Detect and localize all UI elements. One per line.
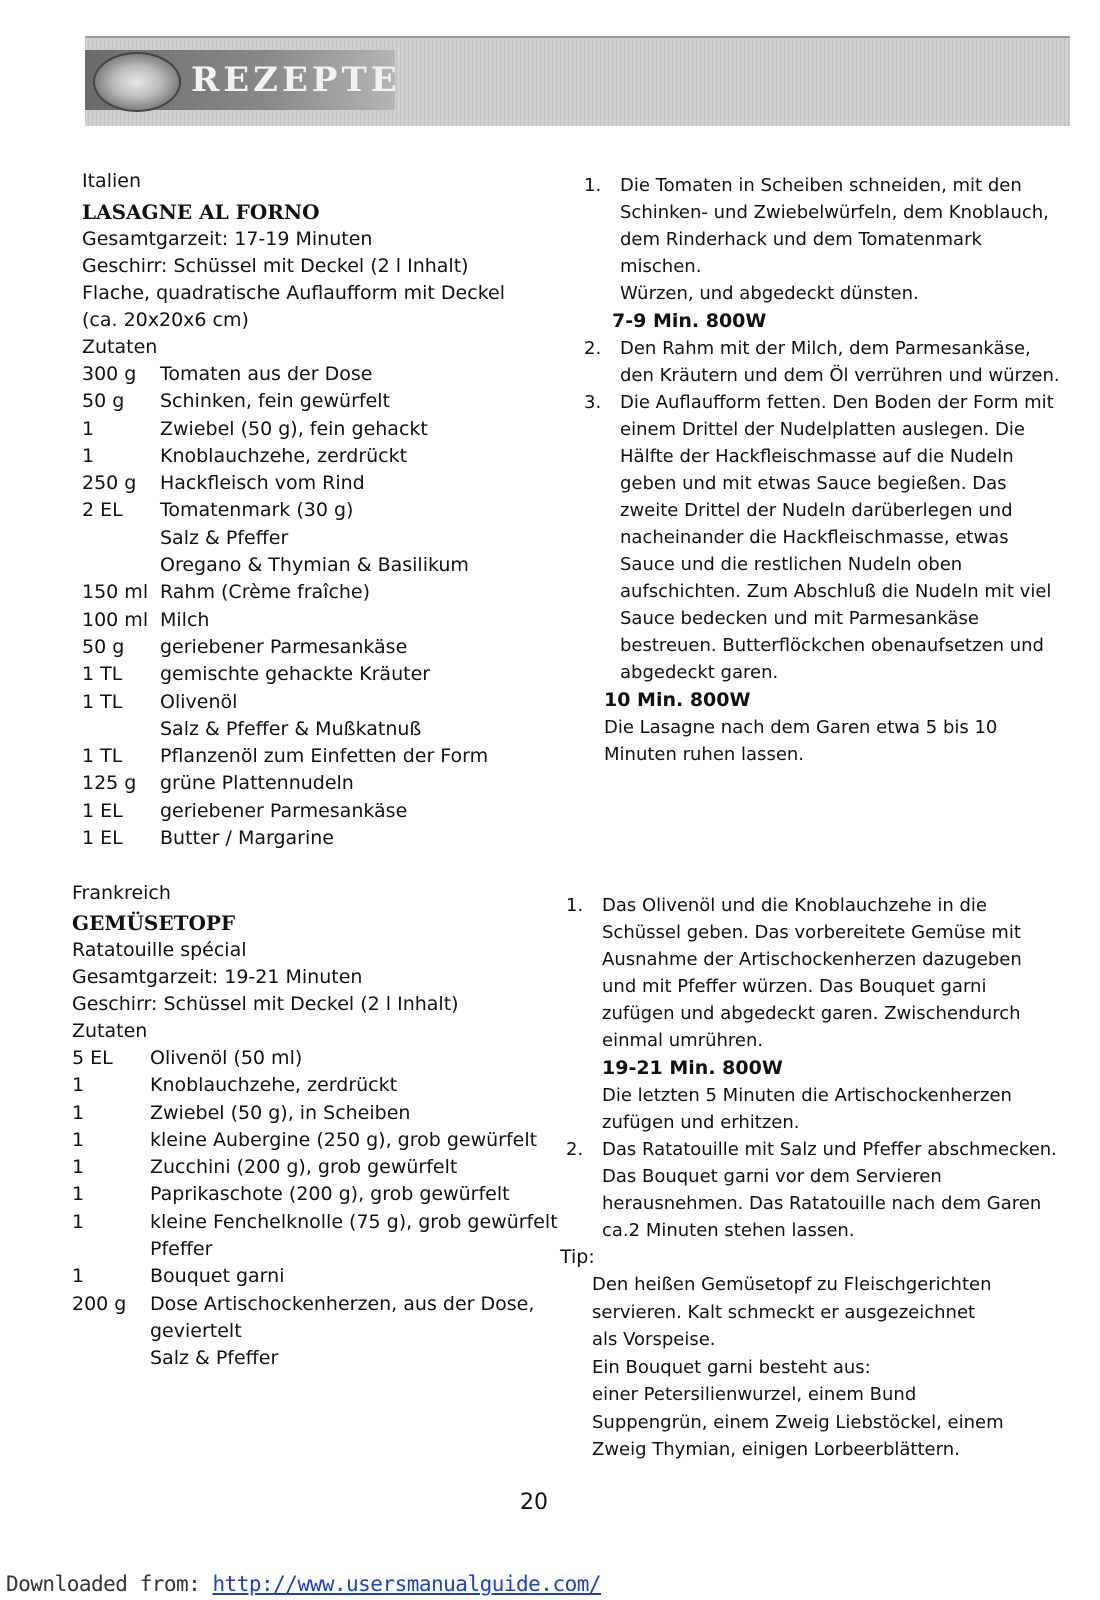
recipe-meta-line: Zutaten [82,336,158,358]
recipe-meta-line: Geschirr: Schüssel mit Deckel (2 l Inhalt) [82,255,469,277]
ingredient-name: Pflanzenöl zum Einfetten der Form [160,745,489,768]
ingredient-name: kleine Fenchelknolle (75 g), grob gewürfelt [150,1210,558,1233]
ingredient-row [82,388,552,415]
ingredient-quantity: 1 [72,1156,85,1179]
ingredient-quantity: 1 [82,444,95,467]
ingredient-name: geriebener Parmesankäse [160,635,408,658]
step-item [584,172,1064,307]
ingredient-quantity: 1 [72,1183,85,1206]
step-text: Das Olivenöl und die Knoblauchzehe in die Schüssel geben. Das vorbereitete Gemüse mit Ausnahme der Artischockenherzen dazugeben und mit Pfeffer würzen. Das Bouquet garni zufügen und abgedeckt garen. Zwischendurch einmal umrühren. [602,895,1022,1051]
step-text: Den Rahm mit der Milch, dem Parmesankäse, den Kräutern und dem Öl verrühren und würzen. [620,338,1060,386]
ingredient-row [72,1291,552,1318]
download-footer [6,1572,601,1596]
ingredient-name: Butter / Margarine [160,827,334,850]
ingredient-quantity: 150 ml [82,581,149,604]
ingredient-name: kleine Aubergine (250 g), grob gewürfelt [150,1128,538,1151]
step-item [584,389,1064,686]
recipe-meta-line: Gesamtgarzeit: 17-19 Minuten [82,228,373,250]
recipe-origin: Frankreich [72,882,171,904]
ingredient-row [72,1318,552,1345]
recipe-meta-line: Ratatouille spécial [72,939,247,961]
ingredient-row [72,1154,552,1181]
ingredient-name: grüne Plattennudeln [160,772,354,795]
ingredient-name: Salz & Pfeffer & Mußkatnuß [160,717,422,740]
ingredient-quantity [82,552,160,579]
page-title: REZEPTE [191,60,401,100]
tip-text: Den heißen Gemüsetopf zu Fleischgerichten servieren. Kalt schmeckt er ausgezeichnet als Vorspeise. Ein Bouquet garni besteht aus: einer Petersilienwurzel, einem Bund Suppengrün, einem Zweig Liebstöckel, einem Zweig Thymian, einigen Lorbeerblättern. [592,1274,1004,1460]
ingredient-quantity: 1 EL [82,799,123,822]
ingredient-quantity: 50 g [82,390,125,413]
ingredient-row [82,716,552,743]
ingredient-quantity [82,716,160,743]
ingredient-quantity: 100 ml [82,608,149,631]
step-number: 1. [584,175,602,196]
ingredient-quantity: 1 TL [82,745,123,768]
ingredient-quantity: 50 g [82,635,125,658]
ingredient-name: Olivenöl [160,690,238,713]
ingredient-quantity: 2 EL [82,499,123,522]
ingredient-quantity [72,1236,150,1263]
ingredient-quantity: 5 EL [72,1047,113,1069]
ingredient-name: Olivenöl (50 ml) [150,1047,303,1069]
ingredient-row [72,1127,552,1154]
ingredient-row [82,607,552,634]
ingredient-list [72,1045,558,1373]
ingredient-name: Schinken, fein gewürfelt [160,390,390,413]
ingredient-row [72,1263,552,1290]
ingredient-quantity: 1 [72,1074,85,1097]
lasagne-ingredients-column [82,168,552,852]
dish-icon [93,52,181,112]
ingredient-name: geriebener Parmesankäse [160,799,408,822]
lasagne-steps-column [584,172,1064,768]
ingredient-row [82,470,552,497]
ingredient-row [82,825,552,852]
recipe-origin: Italien [82,170,141,192]
step-item [584,335,1064,389]
ingredient-quantity: 300 g [82,363,137,385]
ingredient-name: Hackfleisch vom Rind [160,472,365,495]
footer-prefix: Downloaded from: [6,1572,213,1596]
ingredient-list [82,361,552,852]
recipe-title: GEMÜSETOPF [72,911,236,935]
ingredient-name: Knoblauchzehe, zerdrückt [150,1074,398,1097]
recipe-title: LASAGNE AL FORNO [82,200,320,224]
ingredient-row [72,1181,552,1208]
ingredient-row [72,1072,552,1099]
source-link[interactable]: http://www.usersmanualguide.com/ [212,1572,602,1596]
ingredient-name: Pfeffer [150,1238,213,1261]
ingredient-row [72,1236,552,1263]
ingredient-name: Salz & Pfeffer [150,1347,279,1370]
step-number: 2. [566,1139,584,1160]
recipe-meta-line: Flache, quadratische Auflaufform mit Deckel [82,282,505,304]
page-number: 20 [520,1490,548,1515]
ingredient-quantity: 200 g [72,1292,127,1315]
header-banner [85,36,1070,126]
ingredient-row [82,661,552,688]
ingredient-row [72,1045,552,1072]
ingredient-row [82,634,552,661]
ingredient-name: Bouquet garni [150,1265,285,1288]
ingredient-name: Dose Artischockenherzen, aus der Dose, [150,1292,535,1315]
ingredient-name: Zwiebel (50 g), in Scheiben [150,1101,411,1124]
ingredient-row [72,1345,552,1372]
ingredient-name: Paprikaschote (200 g), grob gewürfelt [150,1183,510,1206]
cooking-time: 19-21 Min. 800W [602,1057,783,1079]
ingredient-quantity [82,525,160,552]
cooking-time: 7-9 Min. 800W [612,310,767,332]
step-item [566,1136,1066,1244]
ingredient-row [82,689,552,716]
ingredient-name: Knoblauchzehe, zerdrückt [160,444,408,467]
ingredient-row [82,798,552,825]
recipe-meta-line: Gesamtgarzeit: 19-21 Minuten [72,966,363,988]
gemuesetopf-steps-column [560,892,1066,1464]
ingredient-row [82,743,552,770]
gemuesetopf-ingredients-column [72,880,558,1373]
ingredient-quantity: 125 g [82,772,137,795]
ingredient-quantity: 1 [72,1265,85,1288]
ingredient-quantity: 1 [72,1210,85,1233]
ingredient-row [82,579,552,606]
ingredient-quantity: 1 [72,1101,85,1124]
ingredient-row [82,443,552,470]
ingredient-name: Oregano & Thymian & Basilikum [160,554,469,577]
ingredient-name: Zwiebel (50 g), fein gehackt [160,417,428,440]
recipe-meta-line: (ca. 20x20x6 cm) [82,309,249,331]
ingredient-name: Milch [160,608,210,631]
ingredient-name: Rahm (Crème fraîche) [160,581,371,604]
step-number: 1. [566,895,584,916]
tip-label: Tip: [560,1246,595,1268]
ingredient-name: Zucchini (200 g), grob gewürfelt [150,1156,458,1179]
recipe-meta [82,226,552,361]
ingredient-name: geviertelt [150,1319,242,1342]
step-item [566,892,1066,1054]
step-note: Die letzten 5 Minuten die Artischockenherzen zufügen und erhitzen. [602,1085,1012,1133]
ingredient-quantity: 1 [82,417,95,440]
ingredient-name: Tomatenmark (30 g) [160,499,354,522]
recipe-meta-line: Geschirr: Schüssel mit Deckel (2 l Inhalt) [72,993,459,1015]
ingredient-name: gemischte gehackte Kräuter [160,663,431,686]
ingredient-quantity: 1 TL [82,663,123,686]
step-text: Die Tomaten in Scheiben schneiden, mit den Schinken- und Zwiebelwürfeln, dem Knoblauch, dem Rinderhack und dem Tomatenmark mischen. Würzen, und abgedeckt dünsten. [620,175,1049,304]
step-number: 2. [584,338,602,359]
ingredient-row [82,361,552,388]
cooking-time: 10 Min. 800W [604,689,751,711]
ingredient-row [72,1100,552,1127]
step-text: Das Ratatouille mit Salz und Pfeffer abschmecken. Das Bouquet garni vor dem Servieren herausnehmen. Das Ratatouille nach dem Garen ca.2 Minuten stehen lassen. [602,1139,1057,1241]
step-text: Die Auflaufform fetten. Den Boden der Form mit einem Drittel der Nudelplatten auslegen. Die Hälfte der Hackfleischmasse auf die Nudeln geben und mit etwas Sauce begießen. Das zweite Drittel der Nudeln darüberlegen und nacheinander die Hackfleischmasse, etwas Sauce und die restlichen Nudeln oben aufschichten. Zum Abschluß die Nudeln mit viel Sauce bedecken und mit Parmesankäse bestreuen. Butterflöckchen obenaufsetzen und abgedeckt garen. [620,392,1054,683]
ingredient-quantity: 250 g [82,472,137,495]
resting-note: Die Lasagne nach dem Garen etwa 5 bis 10 Minuten ruhen lassen. [604,717,998,765]
ingredient-name: Tomaten aus der Dose [160,363,373,385]
ingredient-quantity: 1 [72,1128,85,1151]
ingredient-row [82,552,552,579]
recipe-meta [72,937,552,1045]
ingredient-row [72,1209,558,1236]
ingredient-row [82,497,552,524]
ingredient-quantity: 1 EL [82,827,123,850]
recipe-meta-line: Zutaten [72,1020,148,1042]
ingredient-name: Salz & Pfeffer [160,526,289,549]
ingredient-row [82,416,552,443]
step-number: 3. [584,392,602,413]
ingredient-row [82,770,552,797]
ingredient-quantity: 1 TL [82,690,123,713]
ingredient-row [82,525,552,552]
ingredient-quantity [72,1345,150,1372]
ingredient-quantity [72,1318,150,1345]
